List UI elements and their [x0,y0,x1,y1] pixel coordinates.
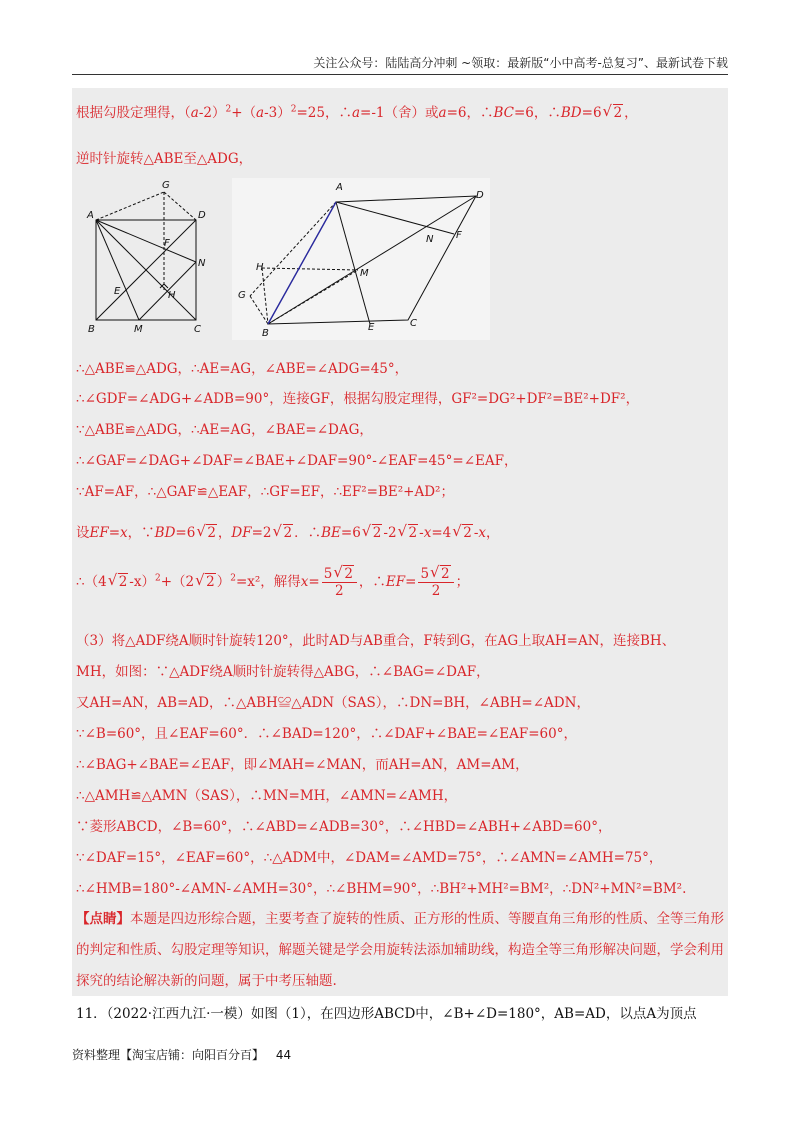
dianjing-paragraph [76,904,724,997]
fig1-label-M: M [134,324,143,335]
answer-line-2: 逆时针旋转△ABE至△ADG， [76,151,253,167]
fig1-label-E: E [114,286,121,297]
answer-line-9: ∴（4√ 2 -x）$^2$+（2√ 2 ）$^2$=x²，解得x= $\frac{5√ 2}{2}$ ，∴EF= $\frac{5√ 2}{2}$ ； [76,566,469,599]
answer-line-10: （3）将△ADF绕A顺时针旋转120°，此时AD与AB重合，F转到G，在AG上取AH=AN，连接BH、 [76,633,676,649]
fig2-label-G: G [238,290,246,301]
page-number: 44 [275,1048,292,1062]
fig1-label-G: G [162,180,170,191]
answer-line-11: MH，如图：∵△ADF绕A顺时针旋转得△ABG，∴∠BAG=∠DAF， [76,664,490,680]
fig1-label-A: A [87,210,94,221]
fig1-label-H: H [168,290,176,301]
fig1-label-F: F [164,238,170,249]
answer-line-3: ∴△ABE≌△ADG，∴AE=AG，∠ABE=∠ADG=45°， [76,361,409,377]
fig1-label-N: N [198,258,206,269]
answer-line-8: 设EF=x，∵BD=6√ 2 ，DF=2√ 2 ．∴BE=6√ 2 -2√ 2 -x=4√ 2 -x， [76,524,500,542]
page-header [72,54,728,75]
answer-line-1: 根据勾股定理得，$(a-2)^2+(a-3)^2=25$，∴a=-1（舍）或a=6，∴BC=6，∴BD=6√ 2 ， [76,104,638,122]
fig2-label-H: H [256,262,264,273]
dianjing-tag: 【点睛】 [76,911,130,927]
footer-text: 资料整理【淘宝店铺：向阳百分百】 [72,1048,265,1062]
fig1-label-D: D [198,210,206,221]
answer-line-6: ∴∠GAF=∠DAG+∠DAF=∠BAE+∠DAF=90°-∠EAF=45°=∠EAF， [76,453,518,469]
answer-line-4: ∴∠GDF=∠ADG+∠ADB=90°，连接GF，根据勾股定理得，GF²=DG²+DF²=BE²+DF²， [76,391,640,407]
fig1-label-B: B [88,324,95,335]
fig2-label-D: D [476,190,484,201]
fig2-label-E: E [368,322,375,333]
figure-rhombus [232,178,490,340]
answer-line-13: ∵∠B=60°，且∠EAF=60°．∴∠BAD=120°，∴∠DAF+∠BAE=∠EAF=60°， [76,726,577,742]
fig2-label-C: C [410,318,417,329]
header-text: 关注公众号：陆陆高分冲刺 ~领取：最新版“小中高考-总复习”、最新试卷下载 [313,56,728,70]
page-footer [72,1046,291,1063]
question-11: 11．（2022·江西九江·一模）如图（1），在四边形ABCD中，∠B+∠D=180°，AB=AD，以点A为顶点 [76,1006,697,1022]
answer-line-16: ∵菱形ABCD，∠B=60°，∴∠ABD=∠ADB=30°，∴∠HBD=∠ABH+∠ABD=60°， [76,819,612,835]
figure-square [84,178,214,336]
fig2-label-A: A [336,182,343,193]
answer-line-18: ∴∠HMB=180°-∠AMN-∠AMH=30°，∴∠BHM=90°，∴BH²+MH²=BM²，∴DN²+MN²=BM². [76,881,687,897]
fig2-label-F: F [456,230,462,241]
answer-line-17: ∵∠DAF=15°，∠EAF=60°，∴△ADM中，∠DAM=∠AMD=75°，∴∠AMN=∠AMH=75°， [76,850,663,866]
dianjing-text: 本题是四边形综合题，主要考查了旋转的性质、正方形的性质、等腰直角三角形的性质、全等三角形的判定和性质、勾股定理等知识，解题关键是学会用旋转法添加辅助线，构造全等三角形解决问题，学会利用探究的结论解决新的问题，属于中考压轴题. [76,911,724,989]
answer-line-12: 又AH=AN，AB=AD，∴△ABH≌△ADN（SAS），∴DN=BH，∠ABH=∠ADN， [76,695,590,711]
fig1-label-C: C [194,324,201,335]
fig2-label-M: M [360,268,369,279]
fig2-label-N: N [426,234,434,245]
answer-line-5: ∵△ABE≌△ADG，∴AE=AG，∠BAE=∠DAG， [76,422,373,438]
answer-line-7: ∵AF=AF，∴△GAF≌△EAF，∴GF=EF，∴EF²=BE²+AD²； [76,484,454,500]
fig2-label-B: B [262,328,269,339]
answer-line-14: ∴∠BAG+∠BAE=∠EAF，即∠MAH=∠MAN，而AH=AN，AM=AM， [76,757,529,773]
answer-line-15: ∴△AMH≌△AMN（SAS），∴MN=MH，∠AMN=∠AMH， [76,788,458,804]
